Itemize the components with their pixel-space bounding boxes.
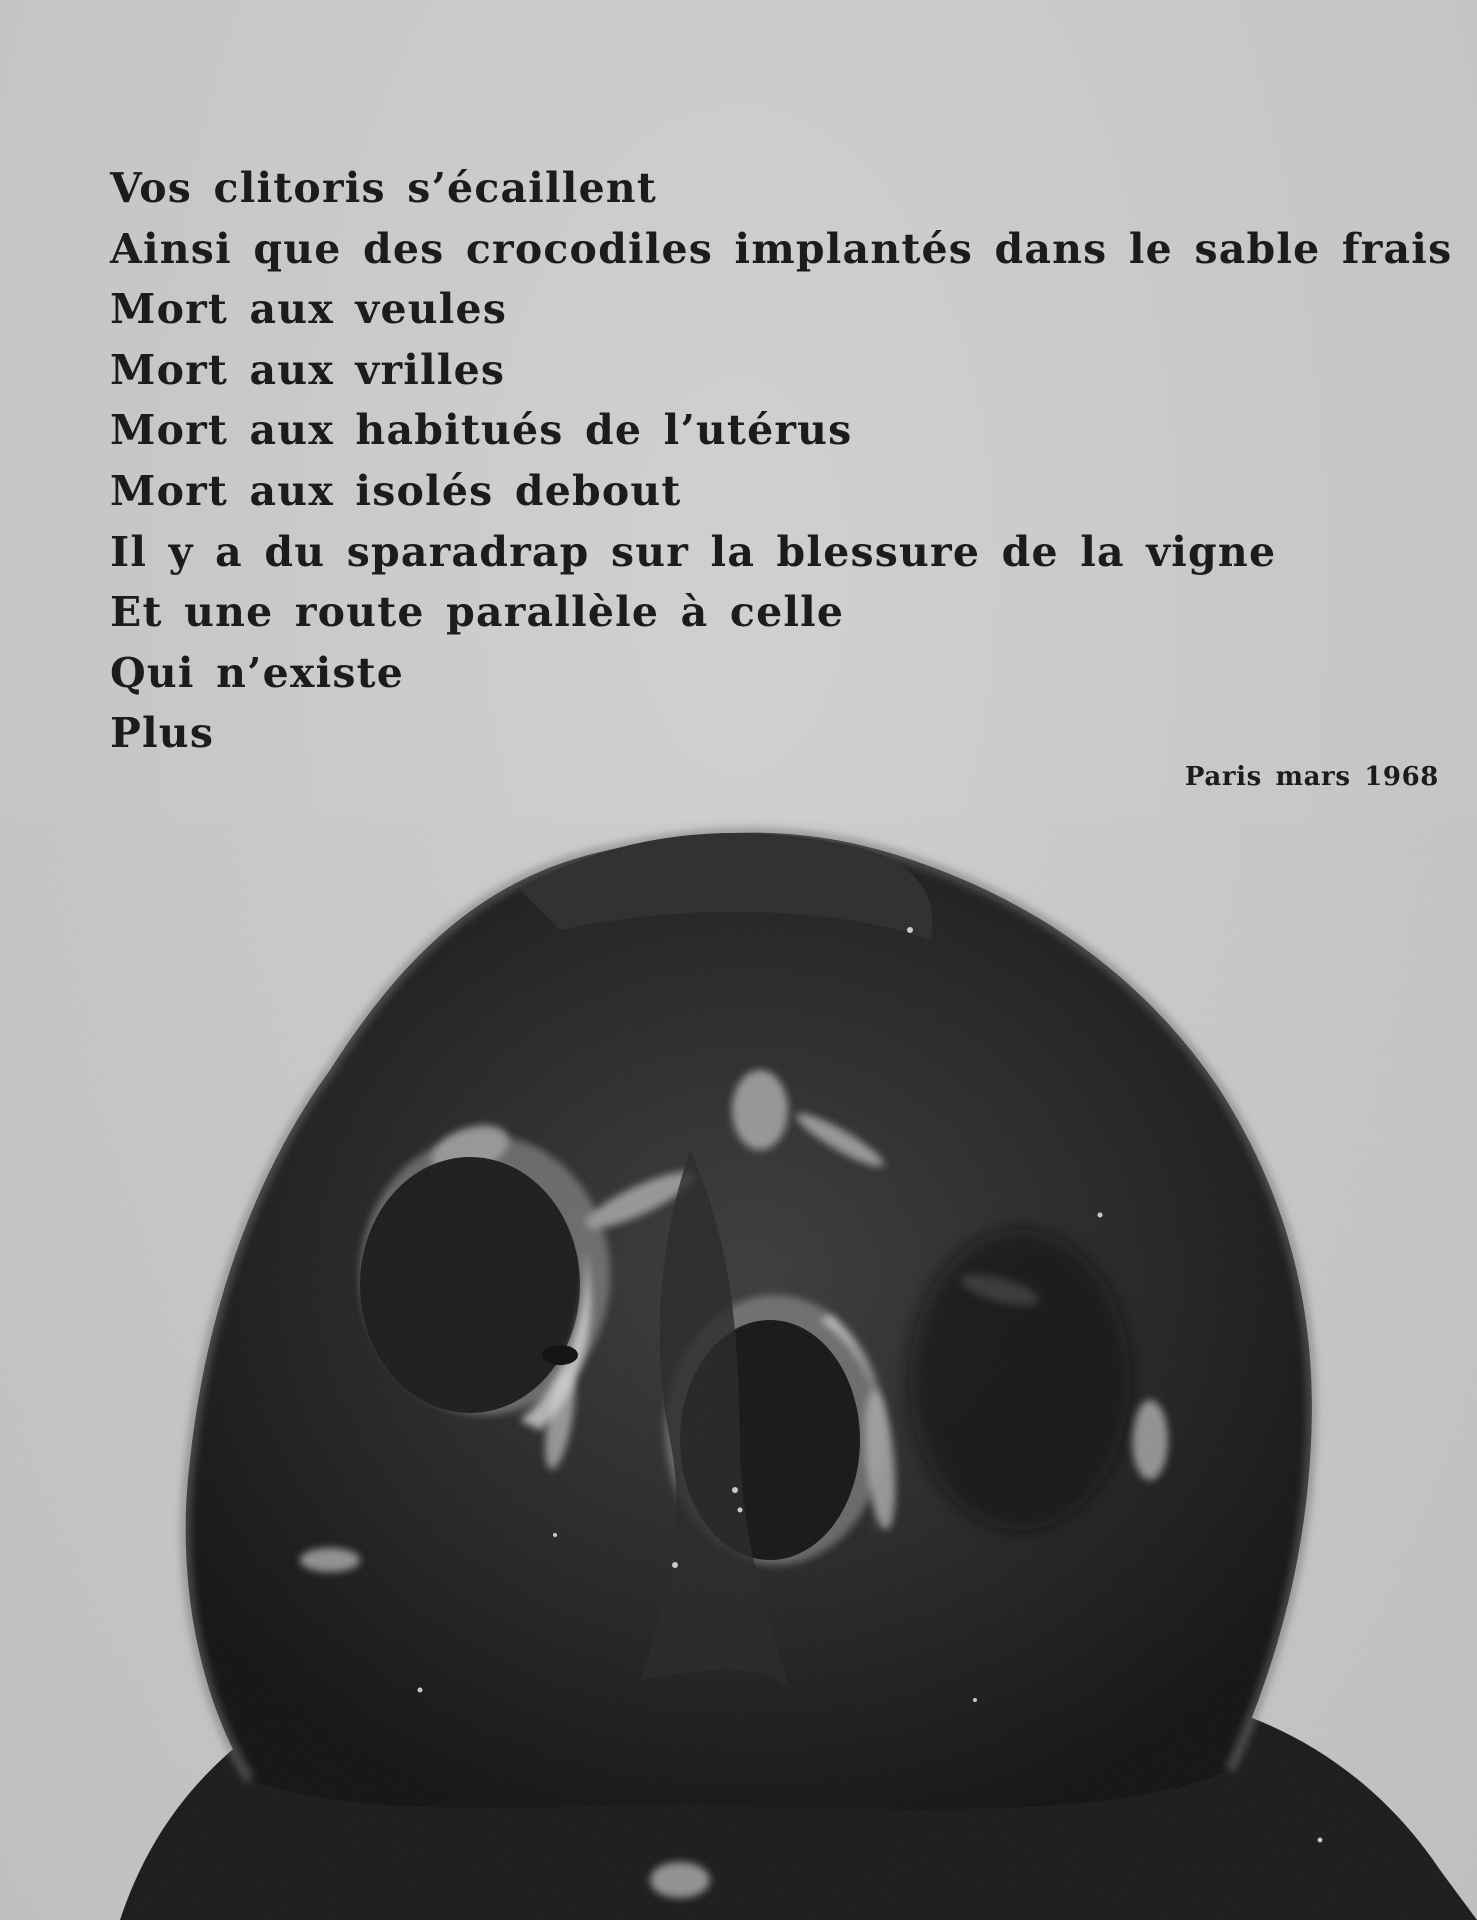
place-date: Paris mars 1968 [1184, 762, 1439, 792]
sculpture-photo [0, 820, 1477, 1920]
poem-line: Qui n’existe [110, 648, 405, 697]
poem-line: Mort aux isolés debout [110, 466, 682, 515]
poem-line: Mort aux habitués de l’utérus [110, 406, 853, 455]
poem-line: Mort aux vrilles [110, 345, 506, 394]
poem-line: Vos clitoris s’écaillent [110, 164, 658, 212]
poem [110, 158, 1452, 764]
poem-line: Et une route parallèle à celle [110, 588, 845, 637]
poem-line: Il y a du sparadrap sur la blessure de la vigne [110, 527, 1277, 576]
poem-line: Mort aux veules [110, 285, 508, 334]
poem-line: Plus [110, 709, 215, 758]
poem-line: Ainsi que des crocodiles implantés dans le sable frais [110, 224, 1453, 273]
